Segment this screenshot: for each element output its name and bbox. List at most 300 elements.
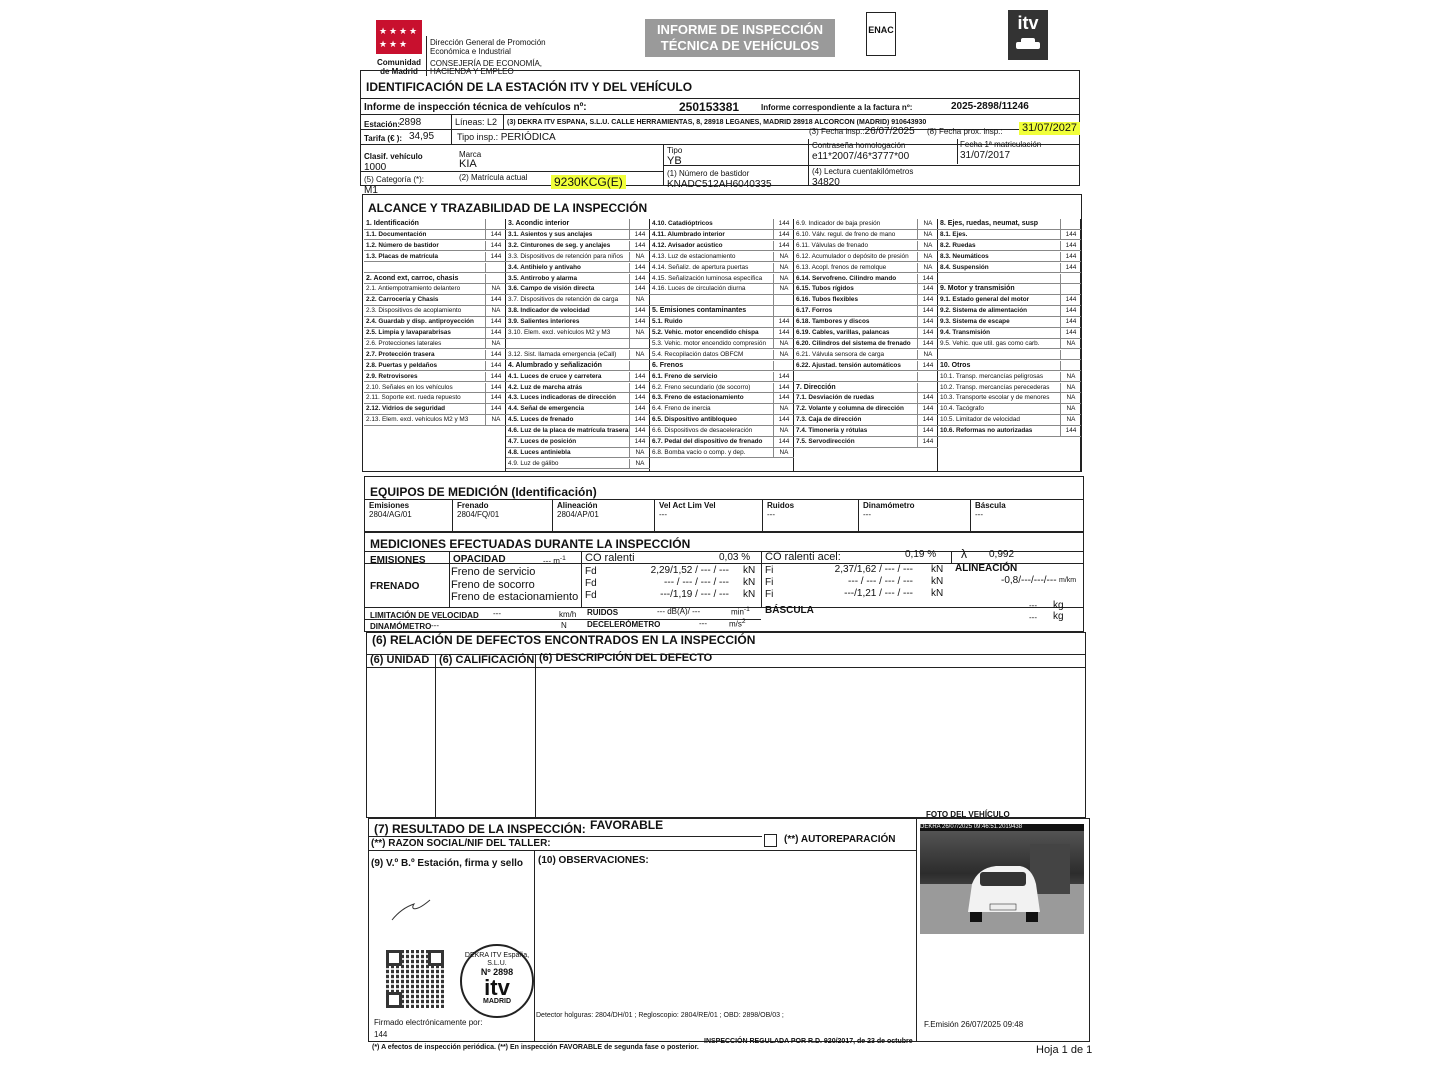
scope-item-value: NA <box>629 448 650 459</box>
scope-item-value: 144 <box>485 372 506 383</box>
scope-item <box>364 404 506 415</box>
scope-item-label: 6.22. Ajustad. tensión automáticos <box>796 361 901 369</box>
scope-item-value: NA <box>773 263 794 274</box>
scope-item <box>938 284 1081 295</box>
lambda-value: 0,992 <box>989 549 1015 560</box>
scope-item <box>794 284 938 295</box>
first-reg-value: 31/07/2017 <box>960 150 1011 161</box>
equipment-value: --- <box>659 510 667 520</box>
scope-item-value: 144 <box>1060 317 1081 328</box>
result-label: (7) RESULTADO DE LA INSPECCIÓN: <box>374 822 586 836</box>
scope-item-label: 2.3. Dispositivos de acoplamiento <box>366 307 462 315</box>
scope-item <box>938 372 1081 383</box>
scope-item-label: 6. Frenos <box>652 361 684 369</box>
equipment-label: Frenado <box>457 501 489 510</box>
scope-item-value: 144 <box>917 415 938 426</box>
odometer-value: 34820 <box>812 177 840 188</box>
measurements-title: MEDICIONES EFECTUADAS DURANTE LA INSPECCIÓN <box>370 537 691 551</box>
scope-item-value <box>917 372 938 383</box>
brand-value: KIA <box>459 158 477 170</box>
lines-label: Líneas: <box>455 117 485 127</box>
report-title-line2: TÉCNICA DE VEHÍCULOS <box>660 38 820 53</box>
scope-item <box>650 219 794 230</box>
opacity-value: --- m <box>543 556 560 566</box>
scope-item <box>938 230 1081 241</box>
scope-item-value: NA <box>1060 372 1081 383</box>
tariff-label: Tarifa (€ ): <box>364 134 403 143</box>
scope-item <box>506 383 650 394</box>
signed-label: Firmado electrónicamente por: <box>374 1018 483 1027</box>
scope-item <box>794 219 938 230</box>
scope-item <box>364 328 506 339</box>
scope-item-label: 2.11. Soporte ext. rueda repuesto <box>366 394 461 402</box>
noise-exp: -1 <box>743 606 750 613</box>
scope-item <box>364 350 506 361</box>
madrid-logo <box>376 20 422 54</box>
scope-item <box>650 350 794 361</box>
station-label: Estación: <box>364 120 401 129</box>
detectors-info: Detector holguras: 2804/DH/01 ; Regloscopio: 2804/RE/01 ; OBD: 2898/OB/03 ; <box>536 1012 784 1019</box>
scope-item <box>506 219 650 230</box>
scope-item-label: 1.2. Número de bastidor <box>366 241 439 249</box>
vehicle-photo <box>920 824 1084 934</box>
scope-item-value: 144 <box>1060 241 1081 252</box>
scope-item-label: 2.9. Retrovisores <box>366 372 418 380</box>
svg-text:★: ★ <box>399 27 408 37</box>
scope-item <box>364 415 506 426</box>
company-address: (3) DEKRA ITV ESPAÑA, S.L.U. CALLE HERRAMIENTAS, 8, 28918 LEGANÉS, MADRID 28918 ALCORCÓN (MADRID) 910643930 <box>507 119 927 126</box>
org-line3: CONSEJERÍA DE ECONOMÍA, <box>430 59 543 68</box>
scale-value-1: --- <box>1029 601 1037 610</box>
scope-item-value: 144 <box>629 274 650 285</box>
scope-item <box>938 252 1081 263</box>
scope-item <box>938 328 1081 339</box>
scope-column-5 <box>938 219 1081 471</box>
category-label: (5) Categoría (*): <box>364 175 425 184</box>
scope-item <box>794 328 938 339</box>
scope-item-value: 144 <box>917 393 938 404</box>
scope-item-label: 4.11. Alumbrado interior <box>652 230 725 238</box>
rescue-brake-label: Freno de socorro <box>451 579 535 591</box>
scope-item-value <box>629 339 650 350</box>
scope-item-label: 6.17. Forros <box>796 307 833 315</box>
signature-icon <box>390 896 434 924</box>
scope-item-label: 6.2. Freno secundario (de socorro) <box>652 383 751 391</box>
scope-item <box>364 339 506 350</box>
scope-item-value: 144 <box>485 252 506 263</box>
co-fast-label: CO ralenti acel: <box>765 551 841 563</box>
scope-item <box>650 448 794 459</box>
scope-item-value: 144 <box>917 295 938 306</box>
rescue-fi-value: --- / --- / --- / --- <box>848 576 913 587</box>
scope-item <box>506 404 650 415</box>
scope-item <box>506 350 650 361</box>
svg-text:★: ★ <box>399 40 408 50</box>
scope-item-label: 6.8. Bomba vacío o comp. y dep. <box>652 448 746 456</box>
photo-label: FOTO DEL VEHÍCULO <box>926 810 1010 819</box>
scope-item-value: 144 <box>629 306 650 317</box>
scope-column-1 <box>364 219 506 471</box>
scope-item <box>794 339 938 350</box>
footer-page: Hoja 1 de 1 <box>1036 1044 1093 1056</box>
scope-item-value: NA <box>917 350 938 361</box>
scope-item <box>506 372 650 383</box>
scope-item-value: 144 <box>1060 306 1081 317</box>
opacity-label: OPACIDAD <box>453 554 506 565</box>
scope-item <box>506 448 650 459</box>
scope-item <box>794 230 938 241</box>
equipment-item <box>365 499 453 531</box>
scope-column-3 <box>650 219 794 471</box>
equipment-section <box>364 476 1084 532</box>
fi-label-3: Fi <box>765 589 774 600</box>
scope-item <box>794 383 938 394</box>
scope-item <box>364 274 506 285</box>
scope-item <box>650 426 794 437</box>
scope-item-label: 4. Alumbrado y señalización <box>508 361 602 369</box>
scope-item <box>364 393 506 404</box>
defects-title: (6) RELACIÓN DE DEFECTOS ENCONTRADOS EN LA INSPECCIÓN <box>372 633 756 647</box>
parking-brake-label: Freno de estacionamiento <box>451 591 579 603</box>
scope-item-value: 144 <box>773 230 794 241</box>
scope-item-label: 5.4. Recopilación datos OBFCM <box>652 350 744 358</box>
seal-city: MADRID <box>483 997 511 1005</box>
scope-item <box>650 284 794 295</box>
scope-item <box>938 383 1081 394</box>
scope-item-label: 3.10. Elem. excl. vehículos M2 y M3 <box>508 329 611 336</box>
scope-item-value: 144 <box>773 328 794 339</box>
scope-item <box>506 437 650 448</box>
scope-item-value: NA <box>629 328 650 339</box>
scope-item-label: 6.21. Válvula sensora de carga <box>796 350 885 358</box>
scope-item-value: NA <box>917 230 938 241</box>
scope-item <box>650 339 794 350</box>
scope-item-label: 4.6. Luz de la placa de matrícula trasera <box>508 427 629 435</box>
brand-label: Marca <box>459 150 482 159</box>
scope-section <box>362 194 1082 472</box>
scope-item <box>938 350 1081 361</box>
next-date-label: (8) Fecha prox. insp.: <box>927 127 1003 136</box>
enac-logo-text: ENAC <box>868 25 894 35</box>
scope-item-label: 5.2. Vehic. motor encendido chispa <box>652 329 759 336</box>
scope-item-label: 7.2. Volante y columna de dirección <box>796 405 904 413</box>
equipment-value: --- <box>767 510 775 520</box>
classif-value: 1000 <box>364 162 387 173</box>
scope-item-value: 144 <box>485 383 506 394</box>
svg-text:★: ★ <box>409 27 418 37</box>
vin-label: (1) Número de bastidor <box>667 169 750 178</box>
scope-item-value: 144 <box>629 393 650 404</box>
scope-item-label: 2.8. Puertas y peldaños <box>366 361 438 369</box>
scope-item <box>506 426 650 437</box>
scope-item-value: NA <box>629 350 650 361</box>
scope-item-label: 5.1. Ruido <box>652 318 683 326</box>
scope-item <box>650 295 794 306</box>
scope-item-value: 144 <box>485 317 506 328</box>
scope-item-label: 10.5. Limitador de velocidad <box>940 416 1020 424</box>
scope-column-4 <box>794 219 938 471</box>
kn-unit-1: kN <box>743 565 756 576</box>
scope-item-label: 4.12. Avisador acústico <box>652 241 723 249</box>
defects-col-description: (6) DESCRIPCIÓN DEL DEFECTO <box>539 652 713 664</box>
scope-item <box>650 415 794 426</box>
scope-item-label: 6.6. Dispositivos de desaceleración <box>652 427 753 435</box>
self-repair-checkbox[interactable] <box>764 834 777 847</box>
noise-unit: min <box>731 607 744 617</box>
scope-item <box>506 306 650 317</box>
org-region: Comunidad de Madrid <box>377 58 421 77</box>
scope-item-value: 144 <box>1060 230 1081 241</box>
plate-value: 9230KCG(E) <box>551 175 626 189</box>
scope-item <box>506 230 650 241</box>
scope-title: ALCANCE Y TRAZABILIDAD DE LA INSPECCIÓN <box>368 201 648 215</box>
scope-item-value: NA <box>773 274 794 285</box>
kn-unit-3: kN <box>743 589 756 600</box>
co-idle-label: CO ralenti <box>585 552 635 564</box>
scope-item <box>650 383 794 394</box>
scope-item <box>650 241 794 252</box>
scope-item-label: 4.16. Luces de circulación diurna <box>652 285 746 293</box>
scope-item-value <box>629 361 650 372</box>
opacity-unit: -1 <box>559 555 566 562</box>
scope-item-label: 8.4. Suspensión <box>940 263 989 271</box>
vin-value: KNADC512AH6040335 <box>667 179 772 190</box>
scope-item <box>794 317 938 328</box>
scope-item-label: 3.9. Salientes interiores <box>508 318 580 326</box>
scope-item-value: 144 <box>773 219 794 230</box>
kg-unit-2: kg <box>1053 611 1064 622</box>
scope-item-value: 144 <box>917 306 938 317</box>
scope-item-label: 2.2. Carrocería y Chasis <box>366 296 439 304</box>
scope-item <box>364 361 506 372</box>
dyn-unit: N <box>561 621 567 630</box>
dyn-label: DINAMÓMETRO <box>370 622 432 631</box>
scope-item-value: 144 <box>629 372 650 383</box>
scope-item-value <box>485 263 506 274</box>
seal-company: DEKRA ITV España, S.L.U. <box>464 952 530 967</box>
scope-item-value: NA <box>773 339 794 350</box>
scope-item <box>650 317 794 328</box>
scope-item-value: 144 <box>629 317 650 328</box>
scope-item-value <box>773 306 794 317</box>
scope-item-value: 144 <box>1060 328 1081 339</box>
scope-item-value: NA <box>773 426 794 437</box>
scope-item-label: 6.13. Acopl. frenos de remolque <box>796 263 887 271</box>
scope-item-value: NA <box>773 448 794 459</box>
scope-item <box>794 372 938 383</box>
scope-item-value: 144 <box>1060 295 1081 306</box>
scope-item-label: 9.5. Vehic. que util. gas como carb. <box>940 339 1040 347</box>
scope-item <box>506 284 650 295</box>
equipment-label: Emisiones <box>369 501 410 510</box>
photo-stamp: DEKRA 26/07/2025 09:46:51.2019438 <box>920 824 1084 831</box>
scope-item <box>794 295 938 306</box>
scope-item-label: 6.15. Tubos rígidos <box>796 285 854 293</box>
scope-item-value: 144 <box>629 426 650 437</box>
scope-item <box>938 317 1081 328</box>
scope-item-label: 2.1. Antiempotramiento delantero <box>366 285 461 293</box>
scope-item <box>938 219 1081 230</box>
scope-item-value: 144 <box>485 350 506 361</box>
scope-item-value <box>1060 219 1081 230</box>
equipment-value: 2804/FQ/01 <box>457 510 500 520</box>
scope-item-label: 10.2. Transp. mercancías perecederas <box>940 383 1050 391</box>
scope-item <box>650 361 794 372</box>
scope-item-value: NA <box>1060 383 1081 394</box>
org-line2: Económica e Industrial <box>430 47 511 56</box>
scope-item <box>506 339 650 350</box>
scope-item-label: 4.14. Señaliz. de apertura puertas <box>652 263 749 271</box>
scope-item <box>938 306 1081 317</box>
workshop-label: (**) RAZON SOCIAL/NIF DEL TALLER: <box>371 838 551 849</box>
equipment-label: Alineación <box>557 501 598 510</box>
scope-item <box>794 274 938 285</box>
scope-item-value: 144 <box>773 317 794 328</box>
scope-item-value: NA <box>917 252 938 263</box>
scope-item-value: NA <box>1060 415 1081 426</box>
scope-item-label: 7. Dirección <box>796 383 836 391</box>
scope-item-value: 144 <box>773 241 794 252</box>
scope-item-value <box>1060 284 1081 295</box>
scope-item-value <box>485 274 506 285</box>
odometer-label: (4) Lectura cuentakilómetros <box>812 167 914 176</box>
scope-item-label: 9.1. Estado general del motor <box>940 296 1030 304</box>
invoice-label: Informe correspondiente a la factura nº: <box>761 103 913 112</box>
rescue-fd-value: --- / --- / --- / --- <box>664 577 729 588</box>
seal-number: Nº 2898 <box>480 967 514 978</box>
scope-item-value: NA <box>629 459 650 470</box>
scale-value-2: --- <box>1029 613 1037 622</box>
scope-item-label: 3.1. Asientos y sus anclajes <box>508 230 593 238</box>
svg-text:★: ★ <box>379 27 388 37</box>
scope-item-label: 2.10. Señales en los vehículos <box>366 383 453 391</box>
scope-item-value: 144 <box>773 383 794 394</box>
scope-item <box>506 252 650 263</box>
scope-item-value: 144 <box>917 317 938 328</box>
car-photo-icon <box>920 824 1084 934</box>
signature-label: (9) V.º B.º Estación, firma y sello <box>371 858 523 869</box>
equipment-item <box>553 499 655 531</box>
scope-item-label: 9.2. Sistema de alimentación <box>940 307 1028 315</box>
scope-item-label: 6.4. Freno de inercia <box>652 405 711 413</box>
scope-item-label: 2.7. Protección trasera <box>366 350 435 358</box>
scope-item <box>794 404 938 415</box>
kn-unit-4: kN <box>931 564 944 575</box>
scope-item <box>938 263 1081 274</box>
scope-item-value: NA <box>629 252 650 263</box>
scope-item-label: 10.1. Transp. mercancías peligrosas <box>940 372 1044 380</box>
scope-item-label: 9.3. Sistema de escape <box>940 318 1010 326</box>
scope-item-value <box>1060 274 1081 285</box>
scope-item-label: 9. Motor y transmisión <box>940 285 1015 293</box>
scope-item-label: 6.20. Cilindros del sistema de frenado <box>796 339 911 347</box>
scope-item-label: 9.4. Transmisión <box>940 329 991 336</box>
equipment-row <box>365 499 1083 531</box>
decel-exp: 2 <box>741 618 746 625</box>
scope-item <box>794 361 938 372</box>
fd-label-2: Fd <box>585 578 597 589</box>
co-idle-value: 0,03 % <box>719 552 751 563</box>
scope-item <box>650 274 794 285</box>
scope-item <box>364 219 506 230</box>
tariff-value: 34,95 <box>409 131 435 142</box>
scope-item-label: 6.11. Válvulas de frenado <box>796 241 869 249</box>
fi-label-1: Fi <box>765 565 774 576</box>
scope-item-value: NA <box>773 284 794 295</box>
defects-section <box>366 632 1086 818</box>
noise-value: --- dB(A)/ --- <box>657 607 701 616</box>
scope-item <box>794 426 938 437</box>
itv-logo <box>1008 10 1048 60</box>
identification-section <box>360 70 1080 196</box>
scope-item <box>364 252 506 263</box>
decel-label: DECELERÓMETRO <box>587 620 661 629</box>
scope-item-value: 144 <box>773 393 794 404</box>
type-value: PERIÓDICA <box>500 132 556 143</box>
scope-item-value: 144 <box>485 295 506 306</box>
svg-text:★: ★ <box>389 40 398 50</box>
enac-logo <box>866 12 896 56</box>
scope-item-value: 144 <box>1060 263 1081 274</box>
scope-item <box>794 241 938 252</box>
scope-item-value: 144 <box>485 393 506 404</box>
scope-item <box>364 263 506 274</box>
scope-item-label: 1.1. Documentación <box>366 230 427 238</box>
scope-item <box>794 263 938 274</box>
scope-item-label: 4.10. Catadióptricos <box>652 220 713 227</box>
fi-label-2: Fi <box>765 577 774 588</box>
scope-item-label: 7.5. Servodirección <box>796 438 855 445</box>
scope-item-label: 1.3. Placas de matrícula <box>366 252 439 260</box>
scope-item <box>364 295 506 306</box>
braking-label: FRENADO <box>370 581 420 592</box>
kn-unit-5: kN <box>931 576 944 587</box>
equipment-item <box>859 499 971 531</box>
scope-item <box>938 426 1081 437</box>
scope-item-label: 7.3. Caja de dirección <box>796 416 862 424</box>
scope-item <box>364 372 506 383</box>
scope-item-label: 5. Emisiones contaminantes <box>652 307 747 315</box>
insp-date-value: 26/07/2025 <box>864 126 915 137</box>
scope-item-value: 144 <box>629 404 650 415</box>
scope-item-label: 3.12. Sist. llamada emergencia (eCall) <box>508 350 617 358</box>
scope-item-label: 4.3. Luces indicadoras de dirección <box>508 394 616 402</box>
scope-item-label: 6.12. Acumulador o depósito de presión <box>796 252 909 260</box>
scope-item-label: 1. Identificación <box>366 220 419 227</box>
scope-item-value: NA <box>773 252 794 263</box>
scope-item-label: 4.8. Luces antiniebla <box>508 448 571 456</box>
scope-item <box>506 295 650 306</box>
scope-item <box>506 241 650 252</box>
scope-item-value: 144 <box>773 415 794 426</box>
scope-item <box>650 328 794 339</box>
scope-item <box>506 274 650 285</box>
scope-item <box>364 317 506 328</box>
scope-item <box>650 263 794 274</box>
scope-item <box>938 274 1081 285</box>
decel-unit: m/s <box>729 619 742 629</box>
emission-date: F.Emisión 26/07/2025 09:48 <box>924 1020 1024 1029</box>
kg-unit-1: kg <box>1053 600 1064 611</box>
scope-item-value: 144 <box>917 339 938 350</box>
scope-item-value: 144 <box>917 328 938 339</box>
scope-item <box>794 350 938 361</box>
scope-item <box>650 230 794 241</box>
alignment-label: ALINEACIÓN <box>955 563 1018 574</box>
scope-item-value <box>629 219 650 230</box>
scope-item <box>794 415 938 426</box>
scope-item-value: 144 <box>917 404 938 415</box>
